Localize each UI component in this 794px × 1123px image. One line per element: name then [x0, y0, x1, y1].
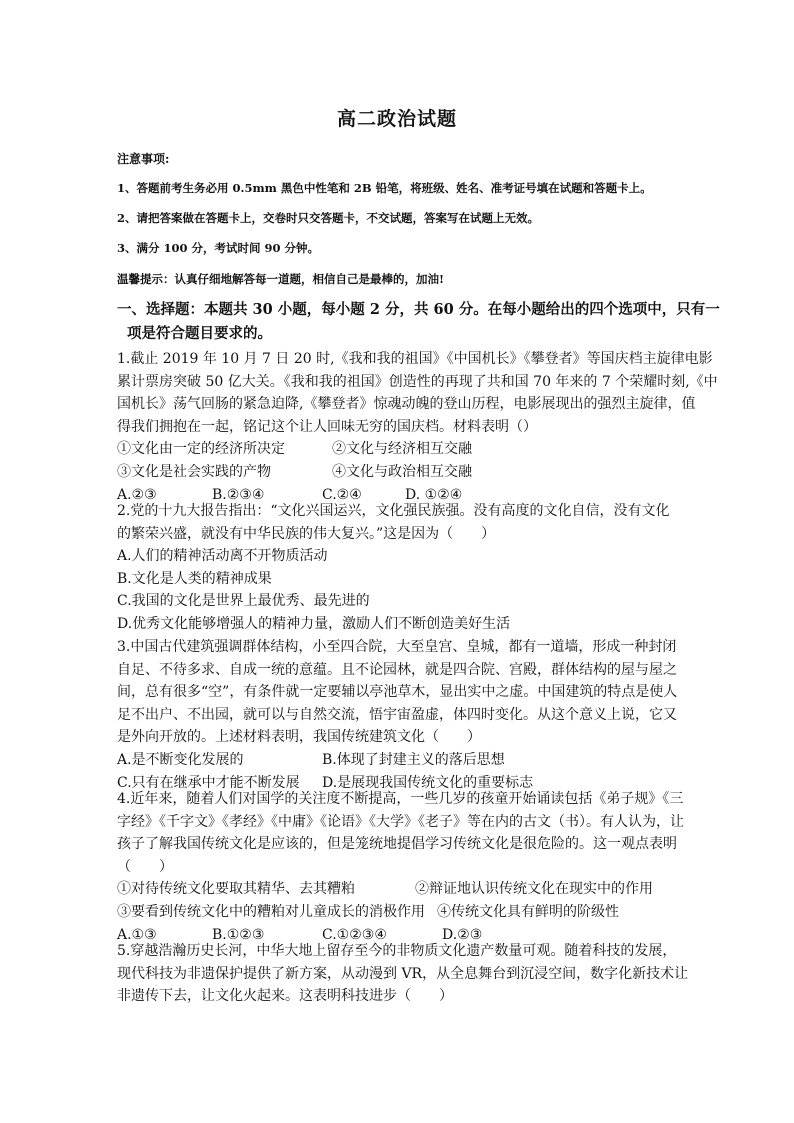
- question-1-line: 1.截止 2019 年 10 月 7 日 20 时,《我和我的祖国》《中国机长》《攀登者》等国庆档主旋律电影: [117, 351, 713, 367]
- question-3-line: 间，总有很多“空”，有条件就一定要辅以亭池草木，显出实中之虚。中国建筑的特点是使人: [117, 684, 678, 701]
- page-title: 高二政治试题: [336, 108, 457, 130]
- option-b: B.①②③: [212, 926, 265, 943]
- question-2-line: 2.党的十九大报告指出：“文化兴国运兴，文化强民族强。没有高度的文化自信，没有文化: [117, 503, 670, 519]
- option-c: C.①②③④: [322, 926, 387, 943]
- option-a: A.人们的精神活动离不开物质活动: [117, 548, 328, 565]
- question-5-line: 现代科技为非遗保护提供了新方案，从动漫到 VR，从全息舞台到沉浸空间，数字化新技术让: [117, 965, 689, 982]
- option-b: B.文化是人类的精神成果: [117, 570, 272, 587]
- question-1: [117, 348, 717, 506]
- statement-3: ③要看到传统文化中的糟粕对儿童成长的消极作用: [117, 903, 425, 920]
- statement-2: ②文化与经济相互交融: [332, 441, 472, 458]
- option-d: D.优秀文化能够增强人的精神力量，激励人们不断创造美好生活: [117, 615, 511, 632]
- option-a: A.②③: [117, 486, 157, 503]
- option-a: A.①③: [117, 926, 157, 943]
- statement-2: ②辩证地认识传统文化在现实中的作用: [415, 881, 653, 898]
- notice-tip: 温馨提示：认真仔细地解答每一道题，相信自己是最棒的，加油!: [117, 272, 445, 286]
- option-c: C.我国的文化是世界上最优秀、最先进的: [117, 593, 370, 610]
- notice-item-3: 3、满分 100 分，考试时间 90 分钟。: [117, 241, 320, 255]
- question-1-statements-row1: [117, 438, 717, 461]
- option-c: C.②④: [322, 486, 362, 503]
- question-1-line: 国机长》荡气回肠的紧急迫降,《攀登者》惊魂动魄的登山历程，电影展现出的强烈主旋律，值: [117, 396, 696, 413]
- question-3-line: 3.中国古代建筑强调群体结构，小至四合院，大至皇宫、皇城，都有一道墙，形成一种封闭: [117, 639, 677, 655]
- section-heading-line1: 一、选择题：本题共 30 小题，每小题 2 分，共 60 分。在每小题给出的四个选项中，只有一: [117, 301, 720, 318]
- option-d: D. ①②④: [405, 486, 463, 503]
- section-heading-line2: 项是符合题目要求的。: [127, 325, 272, 342]
- question-3: [117, 636, 717, 794]
- question-4-line: 孩子了解我国传统文化是应该的，但是笼统地提倡学习传统文化是很危险的。这一观点表明: [117, 836, 677, 853]
- question-1-line: 得我们拥抱在一起，铭记这个让人回味无穷的国庆档。材料表明（）: [117, 418, 537, 435]
- question-4-statements-row1: [117, 878, 717, 901]
- question-4: [117, 788, 717, 946]
- notice-heading: 注意事项:: [117, 152, 170, 166]
- option-b: B.②③④: [212, 486, 265, 503]
- question-4-line: 4.近年来，随着人们对国学的关注度不断提高，一些几岁的孩童开始诵读包括《弟子规》《三: [117, 791, 684, 807]
- question-4-line: （ ）: [117, 858, 173, 875]
- section-heading: [117, 298, 720, 346]
- option-b: B.体现了封建主义的落后思想: [322, 751, 505, 768]
- statement-1: ①对待传统文化要取其精华、去其糟粕: [117, 881, 355, 898]
- question-1-statements-row2: [117, 461, 717, 484]
- question-3-line: 是外向开放的。上述材料表明，我国传统建筑文化（ ）: [117, 729, 481, 746]
- question-5: [117, 940, 717, 1008]
- notice-item-1: 1、答题前考生务必用 0.5mm 黑色中性笔和 2B 铅笔，将班级、姓名、准考证号填在试题和答题卡上。: [117, 181, 652, 195]
- question-5-line: 5.穿越浩瀚历史长河，中华大地上留存至今的非物质文化遗产数量可观。随着科技的发展，: [117, 943, 677, 959]
- question-3-options-row1: [117, 749, 717, 772]
- question-3-line: 足不出户、不出园，就可以与自然交流，悟宇宙盈虚，体四时变化。从这个意义上说，它又: [117, 706, 677, 723]
- statement-3: ③文化是社会实践的产物: [117, 463, 271, 480]
- statement-1: ①文化由一定的经济所决定: [117, 441, 285, 458]
- question-2: [117, 500, 717, 636]
- question-2-line: 的繁荣兴盛，就没有中华民族的伟大复兴。”这是因为（ ）: [117, 525, 496, 542]
- question-5-line: 非遗传下去，让文化火起来。这表明科技进步（ ）: [117, 988, 453, 1005]
- statement-4: ④传统文化具有鲜明的阶级性: [437, 903, 619, 920]
- notice-item-2: 2、请把答案做在答题卡上，交卷时只交答题卡，不交试题，答案写在试题上无效。: [117, 211, 539, 225]
- question-3-line: 自足、不待多求、自成一统的意蕴。且不论园林，就是四合院、宫殿，群体结构的屋与屋之: [117, 661, 677, 678]
- question-4-line: 字经》《千字文》《孝经》《中庸》《论语》《大学》《老子》等在内的古文（书）。有人认为，让: [117, 813, 684, 830]
- option-c: C.只有在继承中才能不断发展: [117, 774, 300, 791]
- question-1-line: 累计票房突破 50 亿大关。《我和我的祖国》创造性的再现了共和国 70 年来的 7 个荣耀时刻,《中: [117, 373, 718, 390]
- option-a: A.是不断变化发展的: [117, 751, 244, 768]
- statement-4: ④文化与政治相互交融: [332, 463, 472, 480]
- option-d: D.是展现我国传统文化的重要标志: [322, 774, 534, 791]
- question-4-statements-row2: [117, 901, 717, 924]
- option-d: D.②③: [442, 926, 483, 943]
